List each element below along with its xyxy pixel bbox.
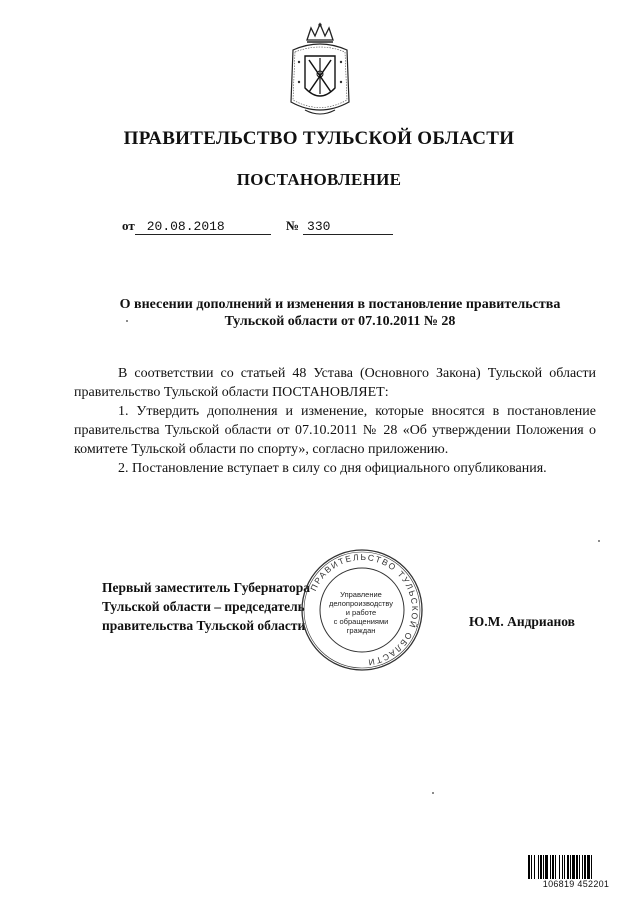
- scan-speck: [126, 320, 128, 322]
- barcode-bar: [584, 855, 586, 881]
- stamp-inner-line-3: и работе: [345, 608, 377, 617]
- barcode-bar: [564, 855, 565, 881]
- stamp-inner-line-5: граждан: [346, 626, 376, 635]
- barcode-bar: [538, 855, 539, 881]
- body-paragraph-3: 2. Постановление вступает в силу со дня официального опубликования.: [118, 461, 547, 476]
- barcode-bar: [567, 855, 569, 881]
- stamp-inner-line-2: делопроизводству: [329, 599, 393, 608]
- coat-of-arms-icon: [285, 22, 355, 120]
- barcode-bar: [570, 855, 571, 881]
- scan-speck: [598, 540, 600, 542]
- stamp-ring-text: ПРАВИТЕЛЬСТВО ТУЛЬСКОЙ ОБЛАСТИ: [308, 551, 421, 668]
- barcode-number: 106819 452201: [527, 879, 625, 889]
- scan-speck: [432, 792, 434, 794]
- barcode-bar: [572, 855, 575, 881]
- organization-title: ПРАВИТЕЛЬСТВО ТУЛЬСКОЙ ОБЛАСТИ: [123, 128, 515, 149]
- date-label: от: [122, 218, 135, 233]
- barcode-bar: [576, 855, 578, 881]
- barcode-bar: [591, 855, 592, 881]
- signatory-title: [102, 578, 310, 635]
- barcode-bar: [545, 855, 548, 881]
- stamp-inner-text: [316, 590, 406, 635]
- barcode-bar: [559, 855, 560, 881]
- barcode-bar: [534, 855, 535, 881]
- signer-name: Ю.М. Андрианов: [469, 614, 575, 629]
- barcode-bar: [579, 855, 580, 881]
- document-date: 20.08.2018: [135, 220, 271, 235]
- barcode-bar: [540, 855, 542, 881]
- barcode-bar: [543, 855, 544, 881]
- subject-line-2: Тульской области от 07.10.2011 № 28: [224, 314, 456, 329]
- document-subject: [60, 296, 620, 330]
- body-paragraph-1: В соответствии со статьей 48 Устава (Основного Закона) Тульской области правительство Тульской области ПОСТАНОВЛЯЕТ:: [74, 366, 596, 400]
- signatory-line-3: правительства Тульской области: [102, 618, 306, 633]
- barcode-bar: [528, 855, 530, 881]
- signatory-line-1: Первый заместитель Губернатора: [102, 580, 310, 595]
- barcode-bar: [550, 855, 551, 881]
- barcode-bar: [552, 855, 554, 881]
- dateline: [122, 218, 393, 235]
- subject-line-1: О внесении дополнений и изменения в постановление правительства: [119, 297, 561, 312]
- document-type: ПОСТАНОВЛЕНИЕ: [236, 170, 402, 189]
- barcode-bar: [587, 855, 590, 881]
- barcode-bar: [582, 855, 583, 881]
- document-number: 330: [303, 220, 393, 235]
- number-label: №: [285, 218, 300, 233]
- body-paragraph-2: 1. Утвердить дополнения и изменение, которые вносятся в постановление правительства Тульской области от 07.10.2011 № 28 «Об утверждении Положения о комитете Тульской области по спорту», согласно приложению.: [74, 404, 596, 457]
- signatory-line-2: Тульской области – председатель: [102, 599, 305, 614]
- stamp-inner-line-1: Управление: [340, 590, 382, 599]
- document-body: [74, 364, 596, 478]
- barcode-bar: [562, 855, 563, 881]
- barcode-bar: [555, 855, 556, 881]
- barcode-bar: [531, 855, 532, 881]
- stamp-inner-line-4: с обращениями: [333, 617, 389, 626]
